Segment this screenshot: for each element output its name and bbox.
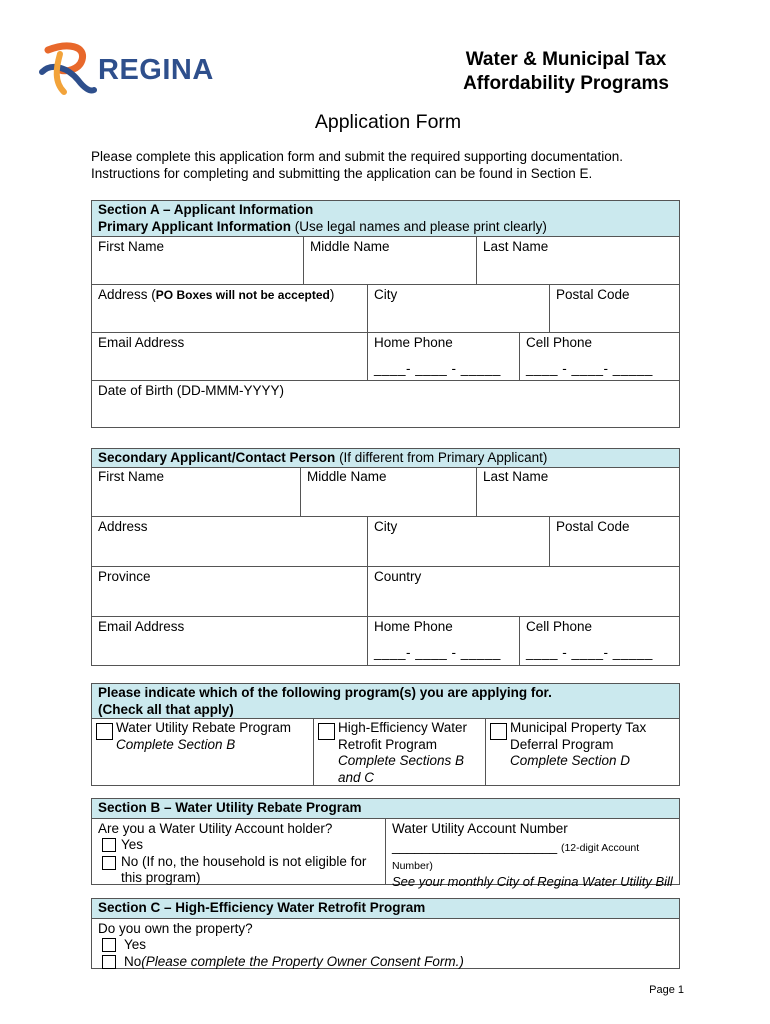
secondary-applicant-note: (If different from Primary Applicant)	[335, 450, 548, 465]
primary-address-field[interactable]: Address (PO Boxes will not be accepted)	[92, 285, 368, 332]
header-line-1: Water & Municipal Tax	[465, 49, 667, 70]
secondary-address-field[interactable]: Address	[92, 517, 368, 566]
check-all-note: (Check all that apply)	[92, 702, 679, 719]
section-b-title: Section B – Water Utility Rebate Program	[98, 800, 362, 815]
property-owner-no-checkbox[interactable]	[102, 955, 116, 969]
section-a-header	[92, 201, 679, 237]
high-efficiency-retrofit-checkbox[interactable]	[318, 723, 335, 740]
secondary-city-field[interactable]: City	[368, 517, 550, 566]
secondary-home-phone-field[interactable]: Home Phone ____- ____ - _____	[368, 617, 520, 665]
intro-text	[91, 148, 691, 182]
secondary-email-field[interactable]: Email Address	[92, 617, 368, 665]
secondary-applicant-label: Secondary Applicant/Contact Person	[98, 450, 336, 465]
secondary-first-name-field[interactable]: First Name	[92, 467, 301, 516]
secondary-postal-code-field[interactable]: Postal Code	[556, 518, 630, 534]
primary-email-field[interactable]: Email Address	[92, 333, 368, 380]
secondary-applicant-table	[91, 448, 680, 666]
primary-first-name-field[interactable]: First Name	[92, 237, 304, 284]
account-holder-no-checkbox[interactable]	[102, 856, 116, 870]
secondary-applicant-header	[92, 449, 679, 468]
program-selection-title: Please indicate which of the following program(s) you are applying for.	[98, 685, 552, 700]
primary-city-field[interactable]: City	[368, 285, 550, 332]
logo-text: REGINA	[98, 54, 214, 86]
section-b-header	[92, 799, 679, 818]
primary-postal-code-field[interactable]: Postal Code	[556, 287, 630, 302]
regina-r-logo-icon	[38, 42, 98, 98]
property-owner-yes-checkbox[interactable]	[102, 938, 116, 952]
section-a-title: Section A – Applicant Information	[98, 202, 314, 217]
option-high-efficiency-retrofit[interactable]: High-Efficiency Water Retrofit Program Complete Sections B and C	[314, 719, 486, 785]
secondary-middle-name-field[interactable]: Middle Name	[301, 467, 477, 516]
property-owner-question: Do you own the property? Yes No (Please complete the Property Owner Consent Form.)	[98, 920, 464, 969]
intro-line-1: Please complete this application form and submit the required supporting documentation.	[91, 149, 624, 164]
section-c-title: Section C – High-Efficiency Water Retrofit Program	[98, 900, 426, 915]
water-utility-rebate-checkbox[interactable]	[96, 723, 113, 740]
account-holder-yes-checkbox[interactable]	[102, 838, 116, 852]
primary-cell-phone-field[interactable]: Cell Phone ____ - ____- _____	[526, 335, 653, 376]
secondary-last-name-field[interactable]: Last Name	[483, 468, 549, 484]
section-c-table	[91, 898, 680, 969]
program-header	[436, 48, 696, 96]
primary-home-phone-field[interactable]: Home Phone ____- ____ - _____	[368, 333, 520, 380]
option-property-tax-deferral[interactable]: Municipal Property Tax Deferral Program Complete Section D	[486, 719, 679, 785]
section-a-table	[91, 200, 680, 428]
account-holder-question: Are you a Water Utility Account holder? Yes No (If no, the household is not eligible for this program)	[92, 819, 386, 884]
primary-last-name-field[interactable]: Last Name	[483, 239, 549, 254]
secondary-cell-phone-field[interactable]: Cell Phone ____ - ____- _____	[526, 618, 653, 660]
secondary-country-field[interactable]: Country	[374, 568, 422, 584]
option-water-utility-rebate[interactable]: Water Utility Rebate Program Complete Section B	[92, 719, 314, 785]
primary-applicant-label: Primary Applicant Information	[98, 218, 292, 234]
program-selection-table	[91, 683, 680, 786]
primary-applicant-note: (Use legal names and please print clearly)	[291, 218, 547, 234]
program-selection-header	[92, 684, 679, 702]
city-logo	[38, 42, 213, 98]
primary-date-of-birth-field[interactable]: Date of Birth (DD-MMM-YYYY)	[98, 383, 285, 398]
primary-middle-name-field[interactable]: Middle Name	[304, 237, 477, 284]
form-title: Application Form	[314, 111, 462, 133]
header-line-2: Affordability Programs	[463, 73, 669, 94]
section-b-table	[91, 798, 680, 889]
account-number-field[interactable]: Water Utility Account Number ______________________ (12-digit Account Number) See your monthly City of Regina Water Utility Bill	[392, 820, 673, 889]
section-c-header	[92, 899, 679, 918]
intro-line-2: Instructions for completing and submitting the application can be found in Section E.	[91, 166, 593, 181]
secondary-province-field[interactable]: Province	[92, 567, 368, 616]
page-number: Page 1	[649, 984, 684, 996]
property-tax-deferral-checkbox[interactable]	[490, 723, 507, 740]
